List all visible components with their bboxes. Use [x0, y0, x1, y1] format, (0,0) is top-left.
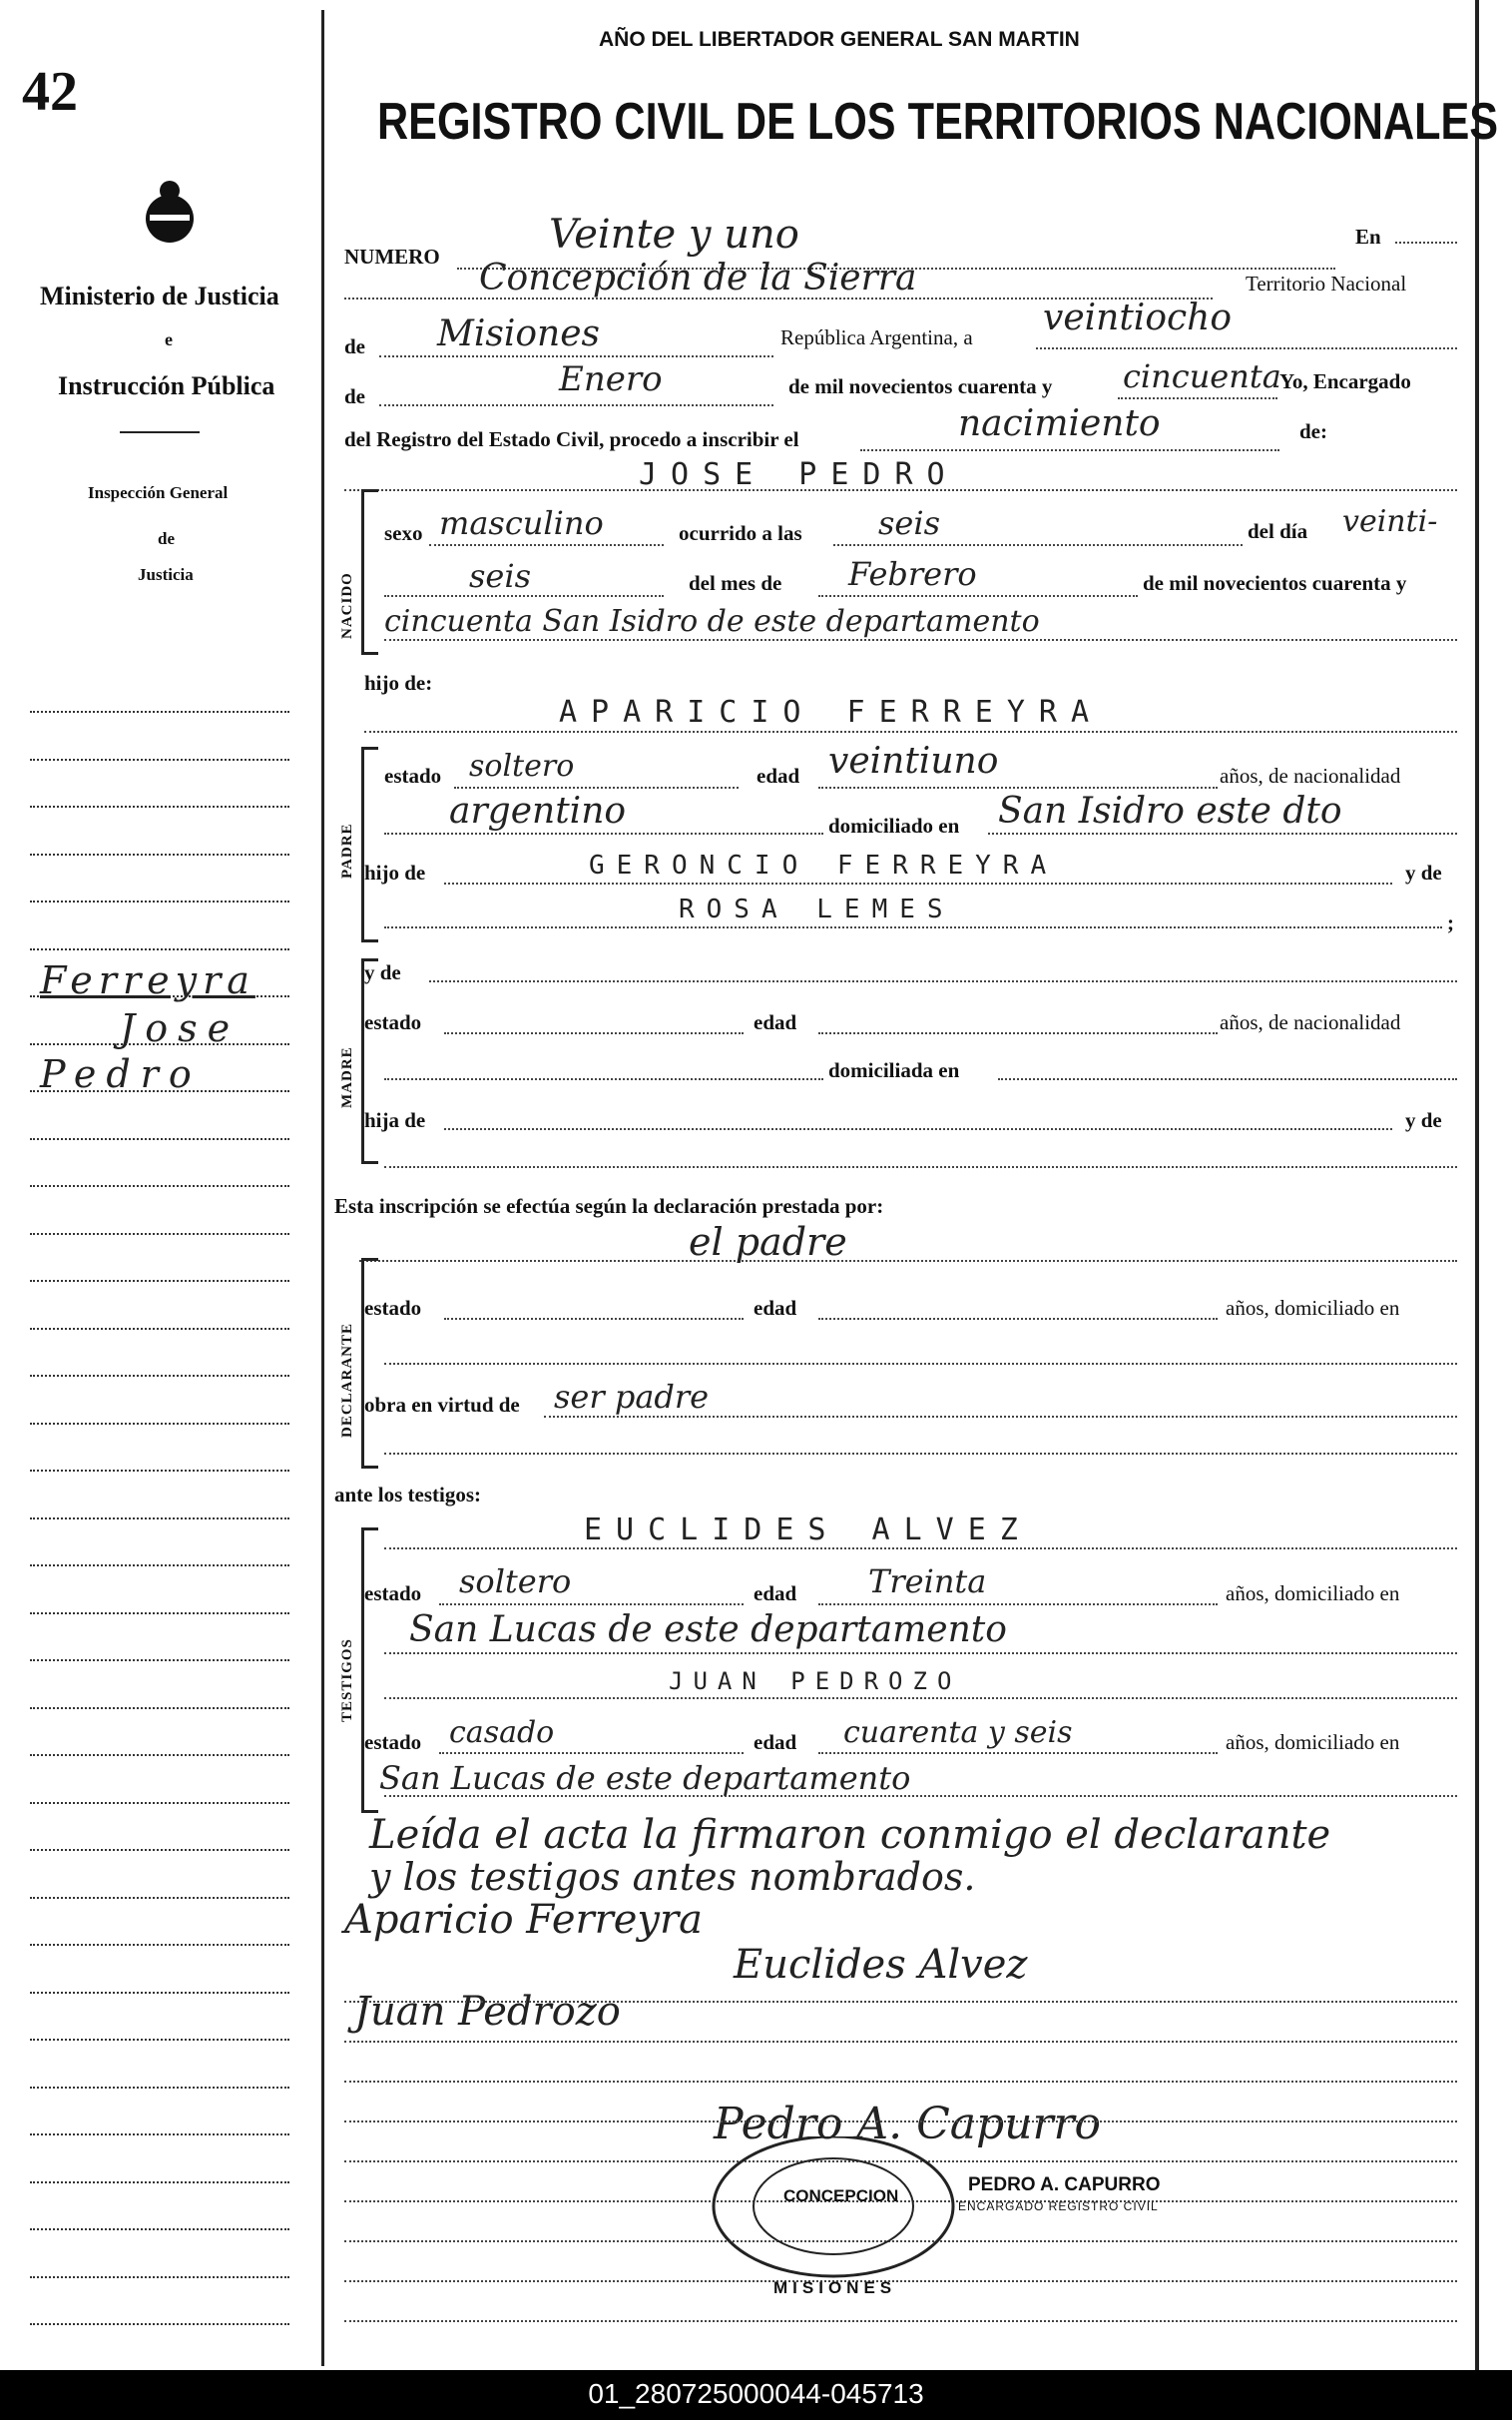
nacido-mes-value: Febrero: [848, 555, 977, 593]
signature-euclides: Euclides Alvez: [734, 1942, 1028, 1988]
testigo1-estado: soltero: [459, 1562, 572, 1600]
inspection-line-3: Justicia: [138, 565, 194, 584]
testigo2-domicilio: San Lucas de este departamento: [379, 1759, 911, 1797]
testigo1-estado-label: estado: [364, 1581, 422, 1605]
padre-padre-value: GERONCIO FERREYRA: [589, 851, 1059, 881]
ruled-line: [30, 1707, 289, 1709]
nacido-bracket: [361, 489, 378, 655]
ruled-line: [30, 1564, 289, 1566]
encargado-label: Yo, Encargado: [1279, 369, 1411, 393]
ruled-line: [30, 854, 289, 856]
madre-edad-label: edad: [754, 1010, 797, 1034]
padre-estado-value: soltero: [469, 749, 575, 784]
en-label: En: [1355, 225, 1381, 249]
madre-hija-label: hija de: [364, 1108, 426, 1132]
padre-edad-label: edad: [756, 764, 800, 788]
ruled-line: [30, 1375, 289, 1377]
territorio-label: Territorio Nacional: [1246, 272, 1407, 296]
declarante-intro: Esta inscripción se efectúa según la declaración prestada por:: [334, 1194, 884, 1218]
ocurrido-label: ocurrido a las: [679, 521, 802, 545]
de-label-1: de: [344, 334, 365, 358]
ruled-line: [30, 948, 289, 950]
ruled-line: [344, 2320, 1457, 2322]
sexo-label: sexo: [384, 521, 423, 545]
ruled-line: [344, 2081, 1457, 2083]
testigo1-edad: Treinta: [868, 1562, 987, 1600]
ruled-line: [30, 2133, 289, 2135]
margin-name-3: Pedro: [40, 1052, 202, 1096]
republica-label: República Argentina, a: [780, 325, 973, 349]
declarante-edad-label: edad: [754, 1296, 797, 1320]
de-label-2: de: [344, 384, 365, 408]
madre-domiciliada-label: domiciliada en: [828, 1058, 960, 1082]
page-number: 42: [22, 61, 78, 123]
ruled-line: [30, 1802, 289, 1804]
ruled-line: [30, 711, 289, 713]
ruled-line: [30, 1470, 289, 1472]
testigo2-estado-label: estado: [364, 1730, 422, 1754]
declarante-estado-label: estado: [364, 1296, 422, 1320]
padre-estado-label: estado: [384, 764, 442, 788]
declarante-side-label: DECLARANTE: [339, 1322, 355, 1438]
ruled-line: [30, 1233, 289, 1235]
signature-aparicio: Aparicio Ferreyra: [344, 1897, 703, 1943]
seal-bottom-text: MISIONES: [773, 2278, 897, 2297]
ruled-line: [344, 2041, 1457, 2043]
signature-juan: Juan Pedrozo: [354, 1989, 621, 2035]
testigo1-domicilio: San Lucas de este departamento: [409, 1609, 1007, 1650]
padre-nombre-value: APARICIO FERREYRA: [559, 695, 1104, 730]
official-seal-icon: [699, 2136, 968, 2301]
ruled-line: [30, 2039, 289, 2041]
lugar-value: Concepción de la Sierra: [479, 258, 917, 299]
madre-y-de-label: y de: [364, 960, 401, 984]
seal-text: CONCEPCION: [783, 2186, 899, 2205]
testigo2-edad-label: edad: [754, 1730, 797, 1754]
padre-anios-label: años, de nacionalidad: [1220, 764, 1401, 788]
ruled-line: [30, 1659, 289, 1661]
ruled-line: [30, 2087, 289, 2089]
margin-name-2: Jose: [120, 1006, 241, 1050]
padre-hijo-label: hijo de: [364, 861, 426, 885]
nacido-dia-value-2: seis: [469, 557, 532, 595]
testigos-side-label: TESTIGOS: [339, 1638, 355, 1722]
madre-bracket: [361, 958, 378, 1164]
madre-estado-label: estado: [364, 1010, 422, 1034]
stamp-name: PEDRO A. CAPURRO: [968, 2174, 1161, 2195]
ruled-line: [30, 1754, 289, 1756]
ruled-line: [30, 1280, 289, 1282]
margin-name-1: Ferreyra: [40, 958, 255, 1002]
nacido-dia-value: veinti-: [1342, 504, 1438, 539]
ruled-line: [30, 1992, 289, 1994]
testigo1-edad-label: edad: [754, 1581, 797, 1605]
mes-value: Enero: [559, 359, 663, 399]
hijo-label: hijo de:: [364, 671, 433, 695]
testigo2-edad: cuarenta y seis: [843, 1715, 1073, 1750]
coat-of-arms-icon: [140, 175, 200, 250]
nacido-mil-label: de mil novecientos cuarenta y: [1143, 571, 1407, 595]
testigos-bracket: [361, 1527, 378, 1813]
padre-bracket: [361, 747, 378, 942]
madre-anios-label: años, de nacionalidad: [1220, 1010, 1401, 1034]
right-margin-rule: [1475, 0, 1479, 2370]
padre-y-de-label: y de: [1405, 861, 1442, 885]
testigo2-estado: casado: [449, 1715, 555, 1750]
padre-side-label: PADRE: [339, 823, 355, 879]
page-title: REGISTRO CIVIL DE LOS TERRITORIOS NACIONALES: [377, 93, 1499, 151]
ministry-line-1: Ministerio de Justicia: [40, 282, 279, 310]
padre-edad-value: veintiuno: [828, 741, 999, 782]
nacido-lugar-value: cincuenta San Isidro de este departamento: [384, 604, 1040, 639]
left-margin-rule: [321, 10, 324, 2366]
del-dia-label: del día: [1248, 519, 1308, 543]
testigo2-nombre: JUAN PEDROZO: [669, 1667, 962, 1695]
acto-value: nacimiento: [958, 403, 1161, 444]
testigo1-nombre: EUCLIDES ALVEZ: [584, 1512, 1032, 1547]
ruled-line: [344, 2001, 1457, 2003]
doc-id: 01_280725000044-045713: [588, 2378, 924, 2409]
declarante-bracket: [361, 1258, 378, 1469]
del-mes-label: del mes de: [689, 571, 782, 595]
declarante-obra-value: ser padre: [554, 1378, 710, 1416]
ruled-line: [30, 1185, 289, 1187]
testigo2-anios-label: años, domiciliado en: [1226, 1730, 1400, 1754]
year-motto: AÑO DEL LIBERTADOR GENERAL SAN MARTIN: [599, 28, 1080, 51]
hora-value: seis: [878, 504, 941, 542]
padre-semicolon: ;: [1447, 910, 1454, 934]
ruled-line: [30, 759, 289, 761]
ruled-line: [30, 2323, 289, 2325]
de2-label: de:: [1299, 419, 1327, 443]
ruled-line: [30, 1897, 289, 1899]
padre-domicilio-value: San Isidro este dto: [998, 791, 1342, 832]
nacido-side-label: NACIDO: [339, 572, 355, 639]
anio-value: cincuenta: [1123, 357, 1281, 395]
nombre-value: JOSE PEDRO: [639, 457, 959, 492]
numero-value: Veinte y uno: [549, 212, 799, 258]
territorio-value: Misiones: [437, 313, 601, 354]
ruled-line: [344, 2120, 1457, 2122]
ruled-line: [30, 2228, 289, 2230]
ruled-line: [30, 1517, 289, 1519]
ruled-line: [30, 1423, 289, 1425]
ruled-line: [30, 1612, 289, 1614]
ruled-line: [30, 1328, 289, 1330]
ruled-line: [30, 2276, 289, 2278]
ruled-line: [30, 1944, 289, 1946]
dia-value: veintiocho: [1043, 298, 1233, 338]
numero-label: NUMERO: [344, 245, 440, 269]
closing-line-1: Leída el acta la firmaron conmigo el declarante: [369, 1812, 1331, 1858]
madre-side-label: MADRE: [339, 1046, 355, 1108]
testigos-intro: ante los testigos:: [334, 1483, 481, 1507]
madre-y-de2-label: y de: [1405, 1108, 1442, 1132]
sexo-value: masculino: [439, 504, 604, 542]
signature-official: Pedro A. Capurro: [714, 2099, 1102, 2149]
closing-line-2: y los testigos antes nombrados.: [369, 1855, 976, 1899]
inspection-line-1: Inspección General: [88, 483, 229, 502]
stamp-title: ENCARGADO REGISTRO CIVIL: [958, 2199, 1159, 2213]
declarante-anios-label: años, domiciliado en: [1226, 1296, 1400, 1320]
ruled-line: [30, 2181, 289, 2183]
ministry-divider: [120, 431, 200, 433]
padre-madre-value: ROSA LEMES: [679, 895, 955, 924]
testigo1-anios-label: años, domiciliado en: [1226, 1581, 1400, 1605]
ruled-line: [30, 1849, 289, 1851]
anio-label: de mil novecientos cuarenta y: [788, 374, 1053, 398]
inspection-line-2: de: [158, 529, 175, 548]
declarante-nombre-value: el padre: [689, 1220, 847, 1264]
ruled-line: [30, 901, 289, 903]
declarante-obra-label: obra en virtud de: [364, 1393, 520, 1417]
ruled-line: [30, 1138, 289, 1140]
ruled-line: [30, 806, 289, 808]
padre-domiciliado-label: domiciliado en: [828, 814, 960, 838]
registro-label: del Registro del Estado Civil, procedo a inscribir el: [344, 427, 799, 451]
padre-nacionalidad-value: argentino: [449, 791, 627, 832]
ministry-line-2: e: [165, 329, 173, 349]
ministry-line-3: Instrucción Pública: [58, 371, 275, 400]
